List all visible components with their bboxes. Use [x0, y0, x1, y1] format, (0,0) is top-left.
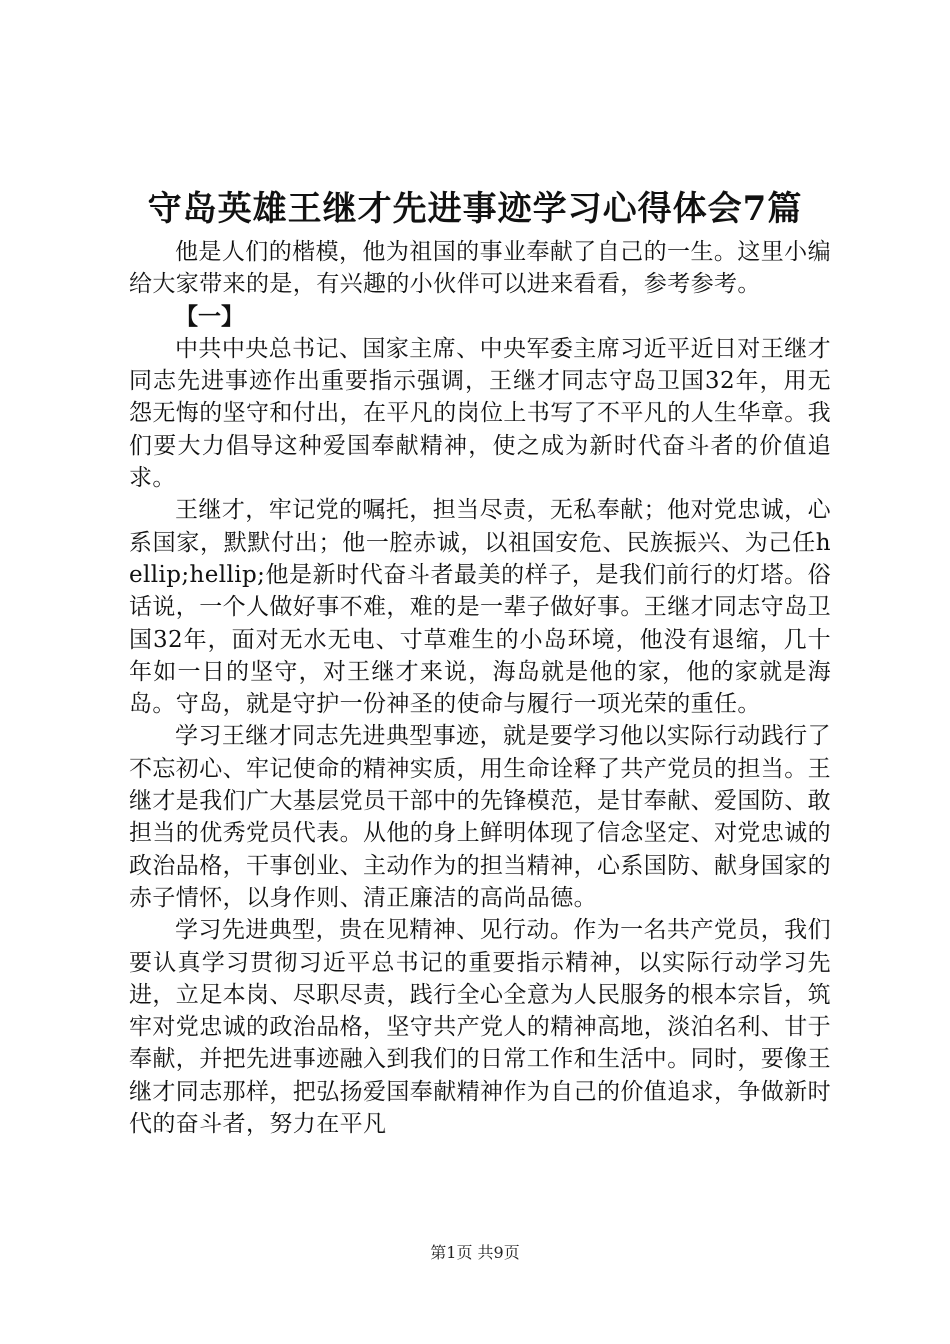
- section-heading: 【一】: [175, 302, 244, 330]
- intro-paragraph: 他是人们的楷模，他为祖国的事业奉献了自己的一生。这里小编给大家带来的是，有兴趣的小伙伴可以进来看看，参考参考。: [129, 239, 831, 298]
- body-paragraph-4: 学习先进典型，贵在见精神、见行动。作为一名共产党员，我们要认真学习贯彻习近平总书记的重要指示精神，以实际行动学习先进，立足本岗、尽职尽责，践行全心全意为人民服务的根本宗旨，筑牢对党忠诚的政治品格，坚守共产党人的精神高地，淡泊名利、甘于奉献，并把先进事迹融入到我们的日常工作和生活中。同时，要像王继才同志那样，把弘扬爱国奉献精神作为自己的价值追求，争做新时代的奋斗者，努力在平凡: [129, 917, 831, 1138]
- document-title: 守岛英雄王继才先进事迹学习心得体会7篇: [147, 189, 803, 229]
- page-footer: 第1页 共9页: [430, 1243, 520, 1262]
- body-paragraph-2: 王继才，牢记党的嘱托，担当尽责，无私奉献；他对党忠诚，心系国家，默默付出；他一腔赤诚，以祖国安危、民族振兴、为己任hellip;hellip;他是新时代奋斗者最美的样子，是我们前行的灯塔。俗话说，一个人做好事不难，难的是一辈子做好事。王继才同志守岛卫国32年，面对无水无电、寸草难生的小岛环境，他没有退缩，几十年如一日的坚守，对王继才来说，海岛就是他的家，他的家就是海岛。守岛，就是守护一份神圣的使命与履行一项光荣的重任。: [129, 497, 831, 718]
- body-paragraph-3: 学习王继才同志先进典型事迹，就是要学习他以实际行动践行了不忘初心、牢记使命的精神实质，用生命诠释了共产党员的担当。王继才是我们广大基层党员干部中的先锋模范，是甘奉献、爱国防、敢担当的优秀党员代表。从他的身上鲜明体现了信念坚定、对党忠诚的政治品格，干事创业、主动作为的担当精神，心系国防、献身国家的赤子情怀，以身作则、清正廉洁的高尚品德。: [129, 723, 831, 911]
- body-paragraph-1: 中共中央总书记、国家主席、中央军委主席习近平近日对王继才同志先进事迹作出重要指示强调，王继才同志守岛卫国32年，用无怨无悔的坚守和付出，在平凡的岗位上书写了不平凡的人生华章。我们要大力倡导这种爱国奉献精神，使之成为新时代奋斗者的价值追求。: [129, 335, 831, 492]
- document-body: [129, 236, 831, 1140]
